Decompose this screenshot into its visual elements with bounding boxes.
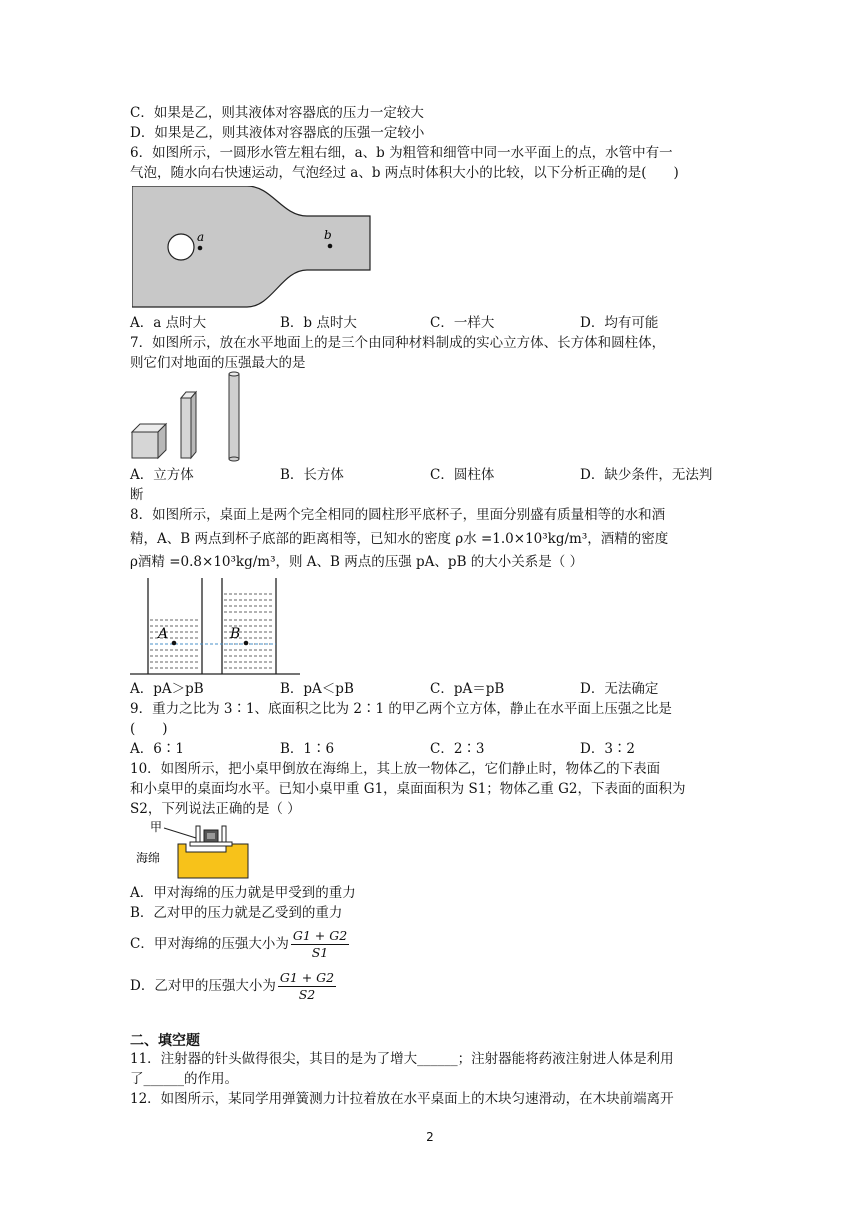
q7-text-line1: 7．如图所示，放在水平地面上的是三个由同种材料制成的实心立方体、长方体和圆柱体， (130, 335, 666, 351)
q11-text-line1: 11．注射器的针头做得很尖，其目的是为了增大______；注射器能将药液注射进人体是利用 (130, 1051, 674, 1067)
q8-cups-figure (130, 576, 302, 678)
q7-option-d-wrap: 断 (130, 487, 144, 503)
label-A: A (158, 626, 169, 642)
q10-option-a: A．甲对海绵的压力就是甲受到的重力 (130, 885, 356, 901)
cylinder-shape (229, 372, 239, 461)
air-bubble (168, 234, 194, 260)
fraction-d-denominator: S2 (298, 987, 316, 1002)
q8-option-d: D．无法确定 (580, 681, 659, 697)
table-top (190, 842, 232, 846)
q8-option-b: B．pA＜pB (280, 681, 354, 697)
fraction-c (291, 928, 349, 961)
section-heading: 二、填空题 (130, 1033, 200, 1049)
q7-option-b: B．长方体 (280, 467, 344, 483)
q9-text-line1: 9．重力之比为 3∶1、底面积之比为 2∶1 的甲乙两个立方体，静止在水平面上压强之比是 (130, 701, 672, 717)
q8-option-a: A．pA＞pB (130, 681, 204, 697)
label-B: B (230, 626, 241, 642)
fraction-d-numerator: G1 + G2 (279, 970, 335, 985)
sponge-block (178, 844, 248, 878)
q10-text-line3: S2，下列说法正确的是（ ） (130, 801, 301, 817)
q12-text-line1: 12．如图所示，某同学用弹簧测力计拉着放在水平桌面上的木块匀速滑动，在木块前端离开 (130, 1091, 674, 1107)
q7-text-line2: 则它们对地面的压强最大的是 (130, 355, 306, 371)
label-a: a (197, 230, 205, 244)
q10-option-d (130, 966, 336, 1006)
q10-option-b: B．乙对甲的压力就是乙受到的重力 (130, 905, 343, 921)
q9-option-c: C．2∶3 (430, 741, 485, 757)
q10-option-c (130, 924, 349, 964)
q10-option-d-text: D．乙对甲的压强大小为 (130, 978, 276, 994)
point-b (328, 244, 333, 249)
q10-sponge-figure (130, 820, 252, 880)
q5-option-d: D．如果是乙，则其液体对容器底的压强一定较小 (130, 125, 425, 141)
fraction-d (278, 970, 336, 1003)
q9-option-a: A．6∶1 (130, 741, 184, 757)
q10-text-line2: 和小桌甲的桌面均水平。已知小桌甲重 G1，桌面面积为 S1；物体乙重 G2，下表面的面积为 (130, 781, 686, 797)
point-a (198, 246, 203, 251)
fraction-c-numerator: G1 + G2 (292, 928, 348, 943)
q6-text-line1: 6．如图所示，一圆形水管左粗右细，a、b 为粗管和细管中同一水平面上的点，水管中有一 (130, 145, 673, 161)
q9-text-line2: ( ) (130, 721, 168, 737)
point-A (172, 641, 177, 646)
point-B (244, 641, 249, 646)
q6-text-line2: 气泡，随水向右快速运动，气泡经过 a、b 两点时体积大小的比较，以下分析正确的是( ) (130, 165, 679, 181)
q6-option-d: D．均有可能 (580, 315, 659, 331)
cuboid-shape (181, 392, 196, 458)
label-sponge: 海绵 (136, 851, 161, 865)
q10-text-line1: 10．如图所示，把小桌甲倒放在海绵上，其上放一物体乙，它们静止时，物体乙的下表面 (130, 761, 661, 777)
q6-option-a: A．a 点时大 (130, 315, 207, 331)
q11-text-line2: 了______的作用。 (130, 1071, 238, 1087)
q6-option-b: B．b 点时大 (280, 315, 357, 331)
q10-option-c-text: C．甲对海绵的压强大小为 (130, 936, 289, 952)
q9-option-b: B．1∶6 (280, 741, 335, 757)
q5-option-c: C．如果是乙，则其液体对容器底的压力一定较大 (130, 105, 424, 121)
cube-shape (132, 424, 166, 458)
q7-option-a: A．立方体 (130, 467, 194, 483)
q7-solids-figure (128, 368, 248, 464)
page-number: 2 (426, 1130, 434, 1144)
q7-option-d: D．缺少条件，无法判 (580, 467, 713, 483)
q8-text-line2: 精，A、B 两点到杯子底部的距离相等，已知水的密度 ρ水 =1.0×10³kg/m³，酒精的密度 (130, 531, 669, 547)
q9-option-d: D．3∶2 (580, 741, 636, 757)
q6-option-c: C．一样大 (430, 315, 495, 331)
q8-text-line3: ρ酒精 =0.8×10³kg/m³，则 A、B 两点的压强 pA、pB 的大小关系是（ ） (130, 554, 584, 570)
q8-text-line1: 8．如图所示，桌面上是两个完全相同的圆柱形平底杯子，里面分别盛有质量相等的水和酒 (130, 507, 666, 523)
label-b: b (324, 228, 332, 242)
label-jia: 甲 (150, 820, 163, 834)
q7-option-c: C．圆柱体 (430, 467, 495, 483)
q8-option-c: C．pA＝pB (430, 681, 505, 697)
q6-pipe-figure (132, 186, 372, 308)
fraction-c-denominator: S1 (311, 945, 329, 960)
